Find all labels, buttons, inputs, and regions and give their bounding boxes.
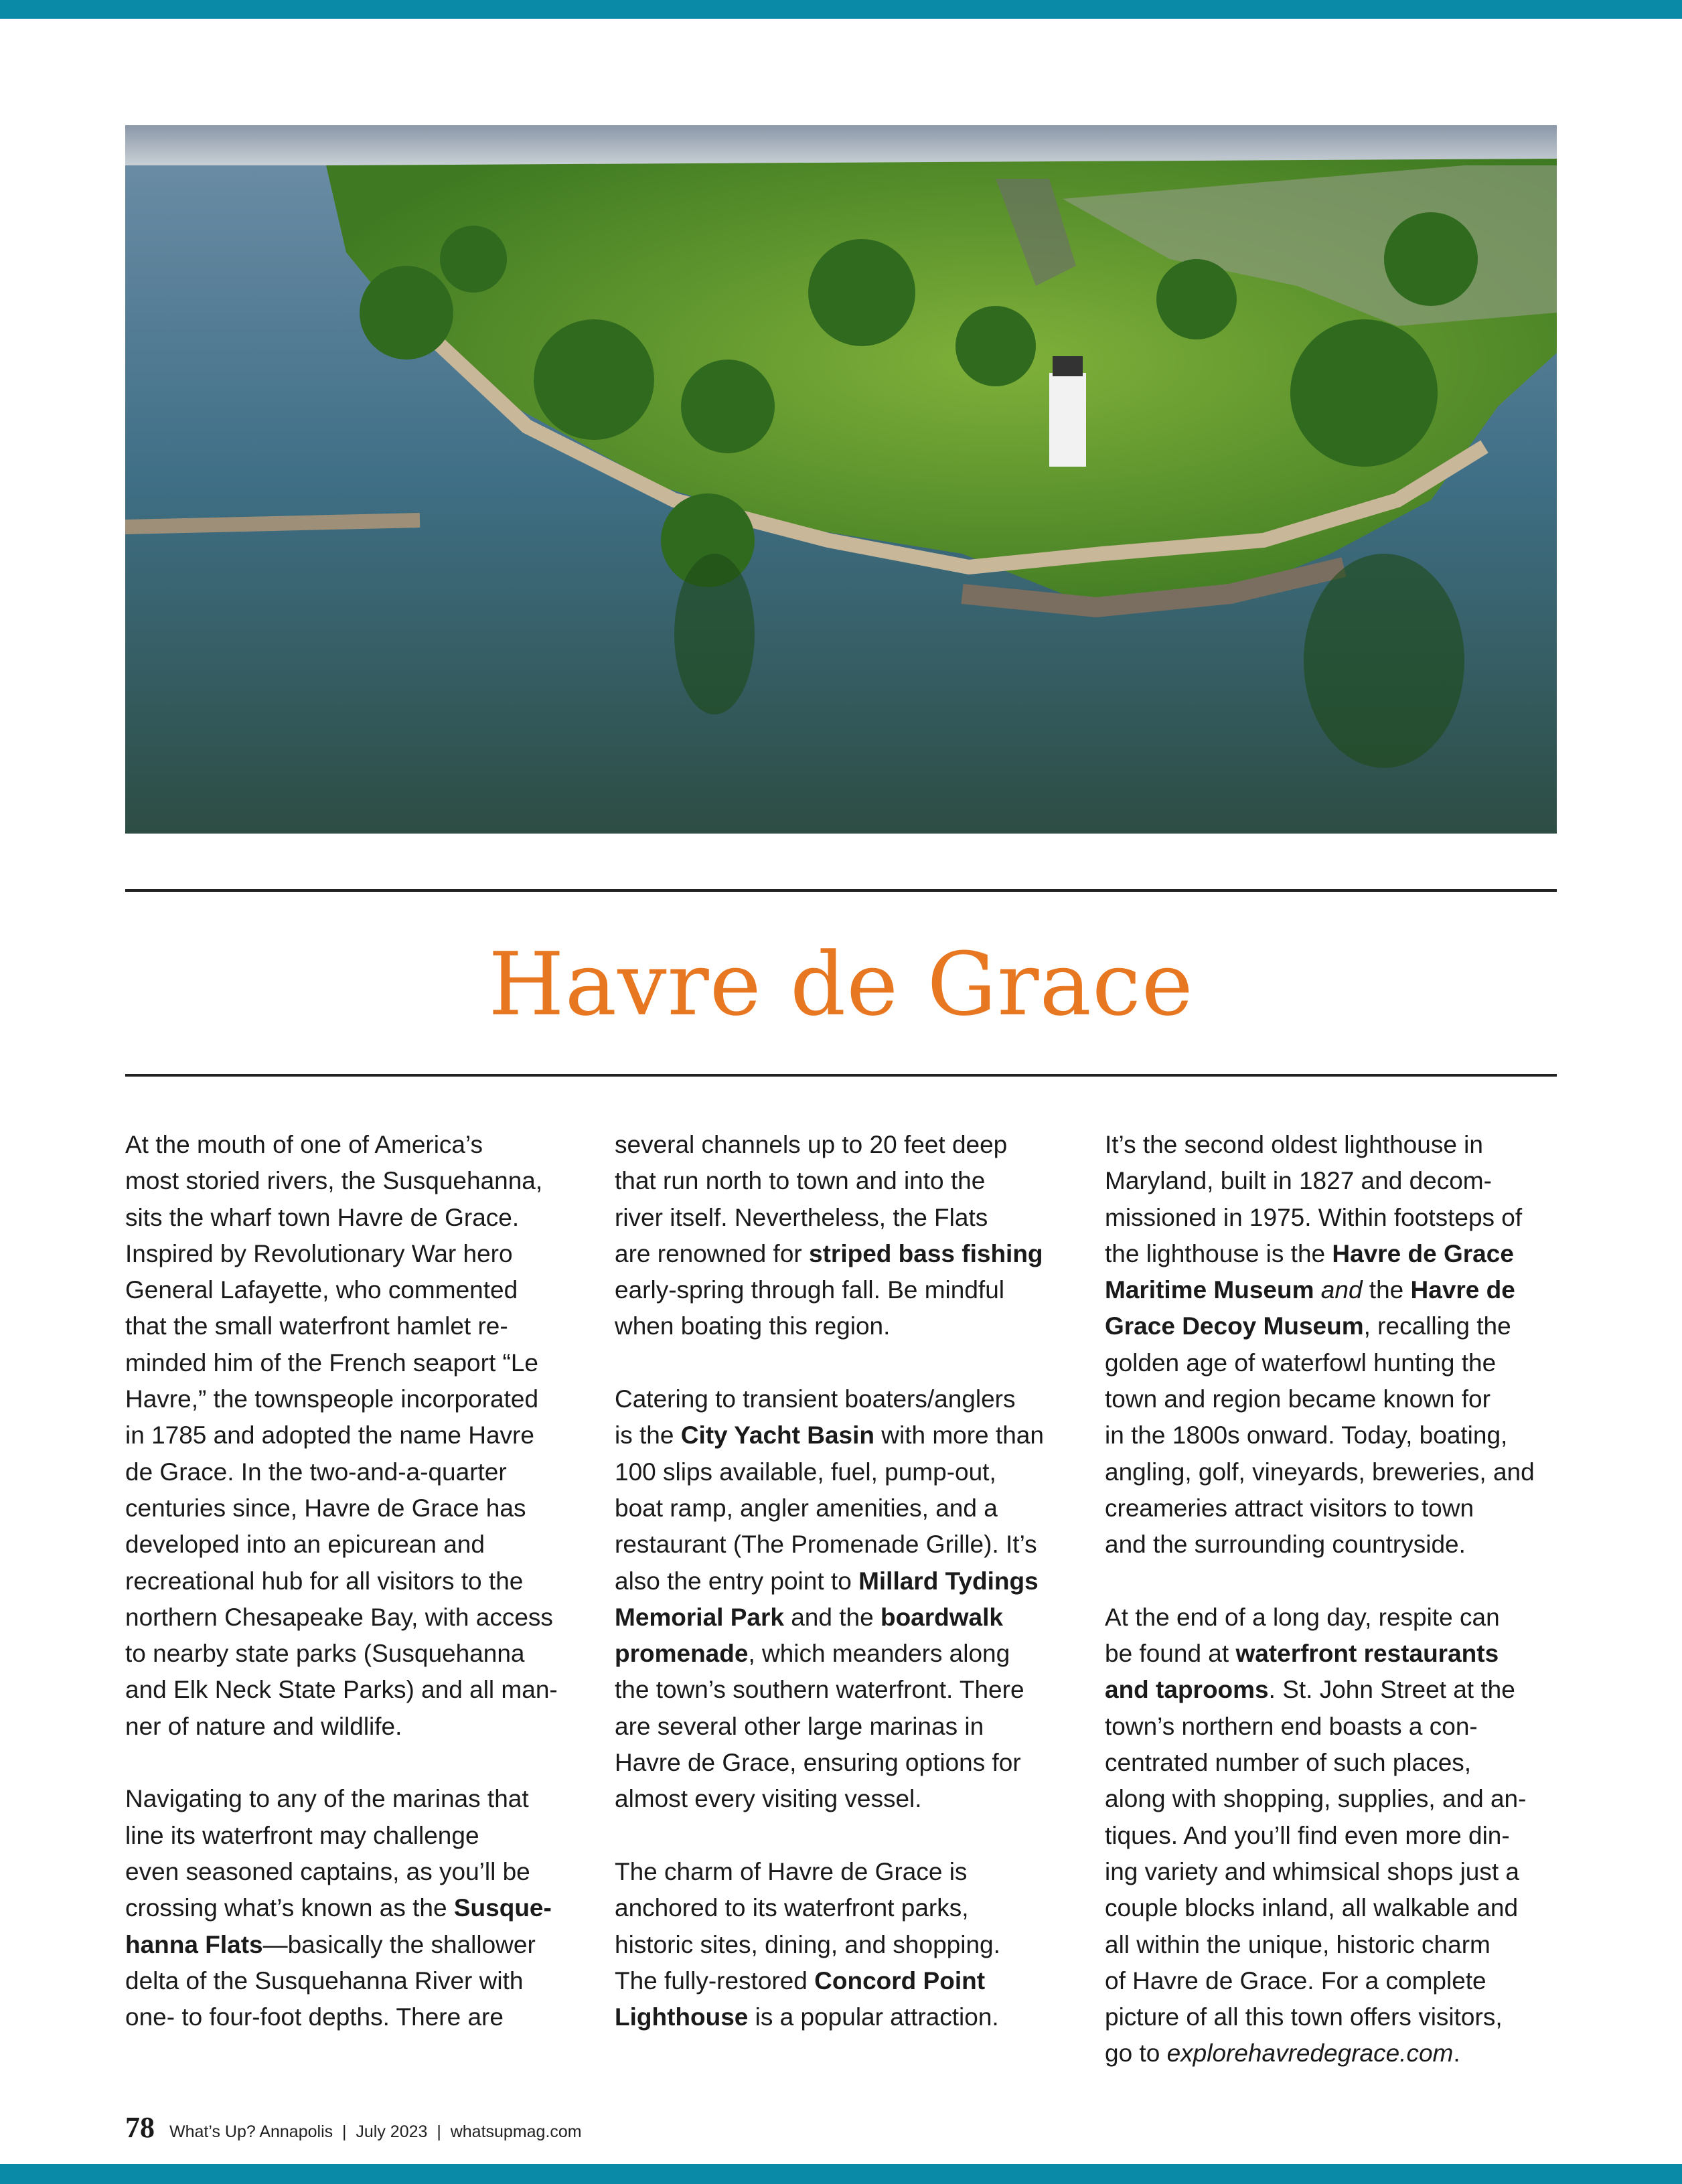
text-line: [615, 1781, 1083, 1817]
text: of Havre de Grace. For a complete: [1105, 1966, 1486, 1995]
text: The charm of Havre de Grace is: [615, 1857, 968, 1885]
text: also the entry point to: [615, 1567, 859, 1595]
text: is the: [615, 1421, 681, 1450]
text: It’s the second oldest lighthouse in: [1105, 1131, 1483, 1158]
text: river itself. Nevertheless, the Flats: [615, 1203, 988, 1231]
title-top-rule: [125, 889, 1557, 892]
text: picture of all this town offers visitors,: [1105, 2003, 1503, 2031]
text-line: [1105, 1890, 1574, 1926]
text: , which meanders along: [748, 1640, 1010, 1668]
text-line: [125, 1381, 594, 1417]
text: developed into an epicurean and: [125, 1531, 485, 1559]
text: Maryland, built in 1827 and decom-: [1105, 1167, 1492, 1195]
bold-text: City Yacht Basin: [680, 1421, 874, 1450]
text: restaurant (The Promenade Grille). It’s: [615, 1531, 1037, 1559]
publication-info: What’s Up? Annapolis | July 2023 | whatsupmag.com: [169, 2122, 582, 2141]
text: are several other large marinas in: [615, 1712, 984, 1740]
page-footer: [125, 2110, 582, 2144]
aerial-lighthouse-photo: [125, 125, 1557, 834]
text-line: [1105, 1709, 1574, 1745]
text: Havre de Grace, ensuring options for: [615, 1749, 1021, 1777]
text-line: [125, 1818, 594, 1854]
article-title: Havre de Grace: [488, 933, 1194, 1035]
bold-text: Concord Point: [814, 1966, 986, 1995]
text: [1314, 1276, 1321, 1304]
text: .: [1453, 2039, 1460, 2068]
text: and the: [783, 1603, 881, 1631]
top-accent-bar: [0, 0, 1682, 19]
text-line: [1105, 1672, 1574, 1708]
text-line: [615, 1600, 1083, 1636]
text: 100 slips available, fuel, pump-out,: [615, 1458, 996, 1486]
article-column-3: [1105, 1127, 1574, 2072]
text-line: [125, 1127, 594, 1163]
text-line: [125, 1781, 594, 1817]
text-line: [1105, 1127, 1574, 1163]
text-line: [615, 1527, 1083, 1563]
text-line: [1105, 1236, 1574, 1272]
text-line: [1105, 1308, 1574, 1344]
text-line: [615, 1490, 1083, 1527]
text-line: [1105, 2035, 1574, 2072]
text: couple blocks inland, all walkable and: [1105, 1894, 1519, 1922]
text: anchored to its waterfront parks,: [615, 1894, 969, 1922]
text-line: [1105, 1163, 1574, 1199]
text: delta of the Susquehanna River with: [125, 1966, 524, 1995]
text-line: [125, 1454, 594, 1490]
text: crossing what’s known as the: [125, 1894, 454, 1922]
text-line: [125, 1999, 594, 2035]
bold-text: Susque-: [453, 1894, 552, 1922]
text: Havre,” the townspeople incorporated: [125, 1385, 539, 1413]
text: centuries since, Havre de Grace has: [125, 1494, 526, 1522]
text-line: [1105, 1999, 1574, 2035]
text-line: [1105, 1381, 1574, 1417]
italic-text: and: [1320, 1276, 1363, 1304]
text: —basically the shallower: [262, 1930, 536, 1958]
title-bottom-rule: [125, 1074, 1557, 1077]
text: town’s northern end boasts a con-: [1105, 1712, 1478, 1740]
bold-text: Memorial Park: [615, 1603, 784, 1631]
paragraph-gap: [615, 1818, 1083, 1854]
text: most storied rivers, the Susquehanna,: [125, 1167, 543, 1195]
text-line: [1105, 1272, 1574, 1308]
text-line: [125, 1236, 594, 1272]
bold-text: Grace Decoy Museum: [1105, 1312, 1364, 1340]
text-line: [125, 1200, 594, 1236]
text-line: [615, 1381, 1083, 1417]
text-line: [615, 1563, 1083, 1600]
text-line: [125, 1854, 594, 1890]
text-line: [125, 1927, 594, 1963]
text-line: [615, 1236, 1083, 1272]
text: and the surrounding countryside.: [1105, 1531, 1466, 1559]
text: one- to four-foot depths. There are: [125, 2003, 504, 2031]
text-line: [1105, 1963, 1574, 1999]
text: missioned in 1975. Within footsteps of: [1105, 1203, 1523, 1231]
bold-text: Havre de: [1410, 1276, 1515, 1304]
text-line: [1105, 1490, 1574, 1527]
text: boat ramp, angler amenities, and a: [615, 1494, 998, 1522]
text-line: [1105, 1454, 1574, 1490]
text: recreational hub for all visitors to the: [125, 1567, 524, 1595]
text-line: [615, 1999, 1083, 2035]
paragraph-gap: [1105, 1563, 1574, 1600]
text: minded him of the French seaport “Le: [125, 1348, 538, 1377]
text: sits the wharf town Havre de Grace.: [125, 1203, 520, 1231]
text: line its waterfront may challenge: [125, 1821, 479, 1849]
text: centrated number of such places,: [1105, 1749, 1472, 1777]
text: angling, golf, vineyards, breweries, and: [1105, 1458, 1535, 1486]
text: de Grace. In the two-and-a-quarter: [125, 1458, 507, 1486]
text-line: [615, 1854, 1083, 1890]
bold-text: waterfront restaurants: [1235, 1640, 1499, 1668]
text: when boating this region.: [615, 1312, 891, 1340]
bold-text: boardwalk: [880, 1603, 1003, 1631]
text-line: [615, 1927, 1083, 1963]
text: General Lafayette, who commented: [125, 1276, 518, 1304]
text-line: [615, 1890, 1083, 1926]
text: historic sites, dining, and shopping.: [615, 1930, 1000, 1958]
text-line: [125, 1636, 594, 1672]
text-line: [125, 1672, 594, 1708]
text: in 1785 and adopted the name Havre: [125, 1421, 534, 1450]
text: is a popular attraction.: [748, 2003, 999, 2031]
text-line: [125, 1490, 594, 1527]
text-line: [125, 1527, 594, 1563]
paragraph-gap: [615, 1345, 1083, 1381]
text-line: [125, 1963, 594, 1999]
text-line: [615, 1308, 1083, 1344]
text: in the 1800s onward. Today, boating,: [1105, 1421, 1508, 1450]
text-line: [125, 1163, 594, 1199]
text: ner of nature and wildlife.: [125, 1712, 402, 1740]
text: and Elk Neck State Parks) and all man-: [125, 1676, 558, 1704]
text-line: [1105, 1745, 1574, 1781]
text: At the mouth of one of America’s: [125, 1131, 483, 1158]
bold-text: Millard Tydings: [858, 1567, 1039, 1595]
page-number: 78: [125, 2111, 155, 2144]
text: . St. John Street at the: [1268, 1676, 1515, 1704]
text-line: [1105, 1854, 1574, 1890]
text-line: [615, 1963, 1083, 1999]
text: almost every visiting vessel.: [615, 1785, 922, 1813]
text: go to: [1105, 2039, 1167, 2068]
text-line: [615, 1417, 1083, 1454]
text: early-spring through fall. Be mindful: [615, 1276, 1005, 1304]
text: be found at: [1105, 1640, 1236, 1668]
text-line: [125, 1417, 594, 1454]
text-line: [125, 1308, 594, 1344]
text: the lighthouse is the: [1105, 1239, 1332, 1267]
text: along with shopping, supplies, and an-: [1105, 1785, 1527, 1813]
text-line: [615, 1127, 1083, 1163]
text-line: [125, 1709, 594, 1745]
text-line: [615, 1163, 1083, 1199]
bold-text: Maritime Museum: [1105, 1276, 1314, 1304]
bottom-accent-bar: [0, 2164, 1682, 2184]
text: with more than: [874, 1421, 1044, 1450]
text-line: [1105, 1636, 1574, 1672]
text-line: [1105, 1781, 1574, 1817]
bold-text: hanna Flats: [125, 1930, 263, 1958]
text-line: [615, 1272, 1083, 1308]
text-line: [125, 1345, 594, 1381]
text-line: [1105, 1927, 1574, 1963]
text-line: [615, 1672, 1083, 1708]
text: several channels up to 20 feet deep: [615, 1131, 1008, 1158]
text: all within the unique, historic charm: [1105, 1930, 1490, 1958]
text-line: [615, 1636, 1083, 1672]
bold-text: striped bass fishing: [809, 1239, 1043, 1267]
text-line: [1105, 1417, 1574, 1454]
bold-text: and taprooms: [1105, 1676, 1269, 1704]
text: The fully-restored: [615, 1966, 815, 1995]
text-line: [615, 1454, 1083, 1490]
text-line: [125, 1563, 594, 1600]
article-column-1: [125, 1127, 594, 2035]
text: Catering to transient boaters/anglers: [615, 1385, 1016, 1413]
text-line: [615, 1709, 1083, 1745]
text: the town’s southern waterfront. There: [615, 1676, 1024, 1704]
text-line: [125, 1890, 594, 1926]
bold-text: Lighthouse: [615, 2003, 749, 2031]
bold-text: promenade: [615, 1640, 749, 1668]
text: tiques. And you’ll find even more din-: [1105, 1821, 1510, 1849]
text: the: [1362, 1276, 1411, 1304]
text: At the end of a long day, respite can: [1105, 1603, 1500, 1631]
text-line: [125, 1600, 594, 1636]
text: town and region became known for: [1105, 1385, 1490, 1413]
text: to nearby state parks (Susquehanna: [125, 1640, 525, 1668]
text: Inspired by Revolutionary War hero: [125, 1239, 513, 1267]
text-line: [1105, 1345, 1574, 1381]
text: are renowned for: [615, 1239, 810, 1267]
text: that the small waterfront hamlet re-: [125, 1312, 508, 1340]
text: Navigating to any of the marinas that: [125, 1785, 529, 1813]
italic-text: explorehavredegrace.com: [1166, 2039, 1454, 2068]
text: golden age of waterfowl hunting the: [1105, 1348, 1497, 1377]
text-line: [1105, 1818, 1574, 1854]
text-line: [615, 1745, 1083, 1781]
text: ing variety and whimsical shops just a: [1105, 1857, 1520, 1885]
paragraph-gap: [125, 1745, 594, 1781]
bold-text: Havre de Grace: [1332, 1239, 1514, 1267]
article-column-2: [615, 1127, 1083, 2035]
text-line: [615, 1200, 1083, 1236]
text-line: [1105, 1600, 1574, 1636]
text: northern Chesapeake Bay, with access: [125, 1603, 553, 1631]
text: , recalling the: [1363, 1312, 1511, 1340]
text: that run north to town and into the: [615, 1167, 986, 1195]
text-line: [125, 1272, 594, 1308]
text-line: [1105, 1527, 1574, 1563]
text: creameries attract visitors to town: [1105, 1494, 1474, 1522]
text-line: [1105, 1200, 1574, 1236]
text: even seasoned captains, as you’ll be: [125, 1857, 530, 1885]
